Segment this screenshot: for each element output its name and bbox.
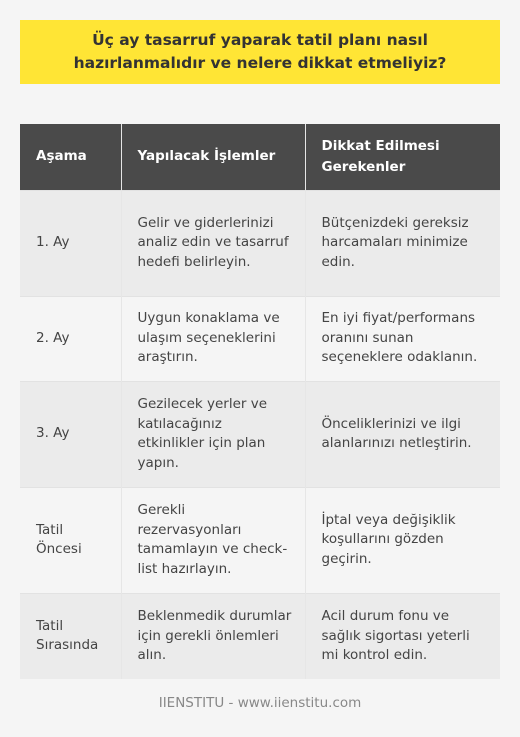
cell-phase: 3. Ay (20, 381, 121, 487)
cell-tasks: Beklenmedik durumlar için gerekli önlemleri alın. (121, 593, 305, 679)
page-title: Üç ay tasarruf yaparak tatil planı nasıl hazırlanmalıdır ve nelere dikkat etmeliyiz? (73, 31, 447, 72)
table-row (20, 381, 500, 487)
header-notes: Dikkat Edilmesi Gerekenler (321, 137, 440, 175)
cell-notes: En iyi fiyat/performans oranını sunan seçeneklere odaklanın. (321, 310, 478, 366)
table-row (20, 487, 500, 593)
table-header-row (20, 124, 500, 190)
table-row (20, 190, 500, 296)
cell-phase: 2. Ay (20, 296, 121, 381)
footer-credit: IIENSTITU - www.iienstitu.com (158, 695, 362, 711)
title-banner (20, 20, 500, 84)
cell-tasks: Gelir ve giderlerinizi analiz edin ve tasarruf hedefi belirleyin. (121, 190, 305, 296)
cell-notes: Acil durum fonu ve sağlık sigortası yeterli mi kontrol edin. (321, 608, 470, 663)
cell-tasks: Gerekli rezervasyonları tamamlayın ve check-list hazırlayın. (121, 487, 305, 593)
cell-phase: 1. Ay (20, 190, 121, 296)
header-phase: Aşama (20, 124, 121, 190)
cell-phase: Tatil Öncesi (20, 487, 121, 593)
header-tasks: Yapılacak İşlemler (121, 124, 305, 190)
table-row (20, 296, 500, 381)
cell-phase: Tatil Sırasında (20, 593, 121, 679)
cell-notes: Bütçenizdeki gereksiz harcamaları minimize edin. (321, 214, 469, 270)
table-row (20, 593, 500, 679)
cell-notes: Önceliklerinizi ve ilgi alanlarınızı netleştirin. (321, 415, 472, 451)
plan-table (20, 124, 500, 679)
cell-notes: İptal veya değişiklik koşullarını gözden geçirin. (321, 511, 456, 567)
cell-tasks: Uygun konaklama ve ulaşım seçeneklerini araştırın. (121, 296, 305, 381)
cell-tasks: Gezilecek yerler ve katılacağınız etkinlikler için plan yapın. (121, 381, 305, 487)
